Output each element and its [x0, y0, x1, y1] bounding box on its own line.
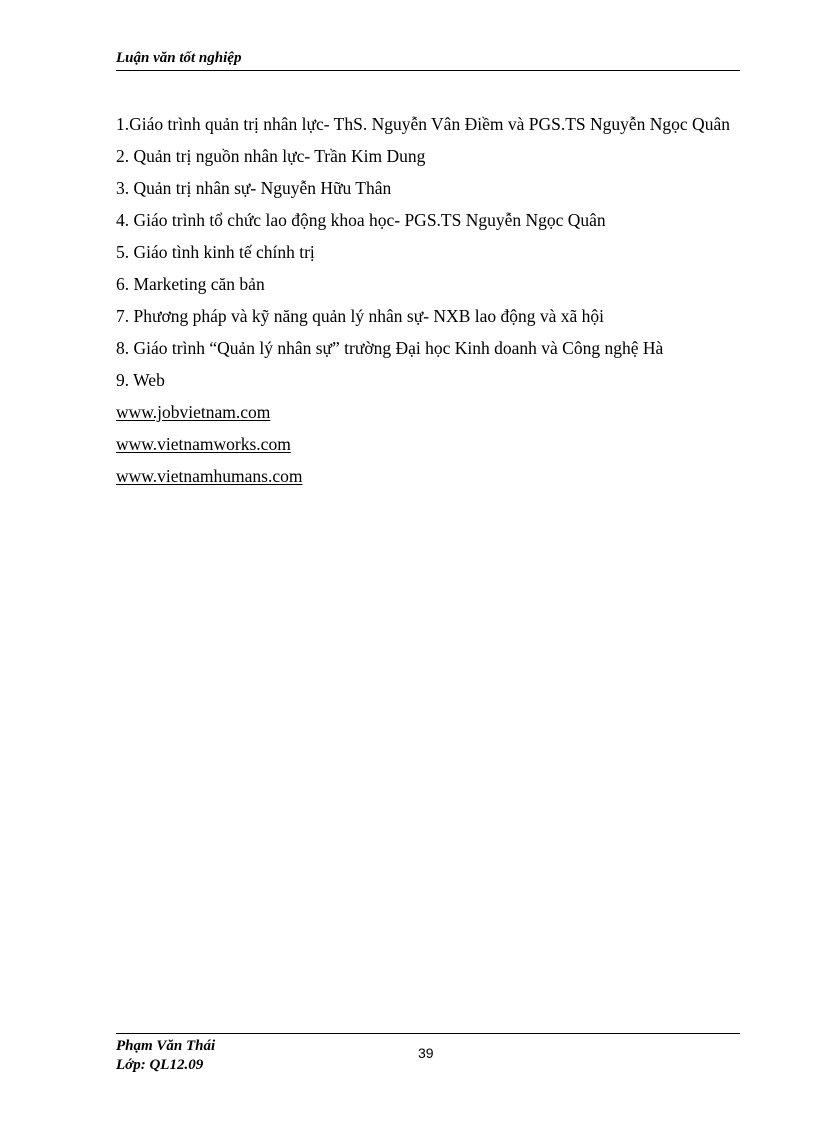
- reference-item-4: 4. Giáo trình tổ chức lao động khoa học- PGS.TS Nguyễn Ngọc Quân: [116, 210, 606, 230]
- footer-divider: [116, 1033, 740, 1034]
- header-divider: [116, 70, 740, 71]
- reference-item-6: 6. Marketing căn bản: [116, 274, 265, 294]
- link-jobvietnam[interactable]: www.jobvietnam.com: [116, 402, 271, 422]
- reference-item-7: 7. Phương pháp và kỹ năng quản lý nhân sự- NXB lao động và xã hội: [116, 306, 605, 326]
- reference-item-5: 5. Giáo tình kinh tế chính trị: [116, 242, 315, 262]
- reference-item-1: 1.Giáo trình quản trị nhân lực- ThS. Nguyễn Vân Điềm và PGS.TS Nguyễn Ngọc Quân: [116, 114, 730, 134]
- link-vietnamworks[interactable]: www.vietnamworks.com: [116, 434, 291, 454]
- reference-item-2: 2. Quản trị nguồn nhân lực- Trần Kim Dung: [116, 146, 426, 166]
- reference-list: [116, 108, 738, 492]
- running-header-title: Luận văn tốt nghiệp: [116, 50, 242, 66]
- page-number: 39: [418, 1045, 434, 1061]
- footer-author: Phạm Văn Thái: [116, 1038, 216, 1054]
- reference-item-3: 3. Quản trị nhân sự- Nguyễn Hữu Thân: [116, 178, 392, 198]
- link-vietnamhumans[interactable]: www.vietnamhumans.com: [116, 466, 303, 486]
- reference-item-8: 8. Giáo trình “Quản lý nhân sự” trường Đại học Kinh doanh và Công nghệ Hà: [116, 338, 664, 358]
- footer-class: Lớp: QL12.09: [116, 1057, 204, 1073]
- reference-item-9: 9. Web: [116, 370, 165, 390]
